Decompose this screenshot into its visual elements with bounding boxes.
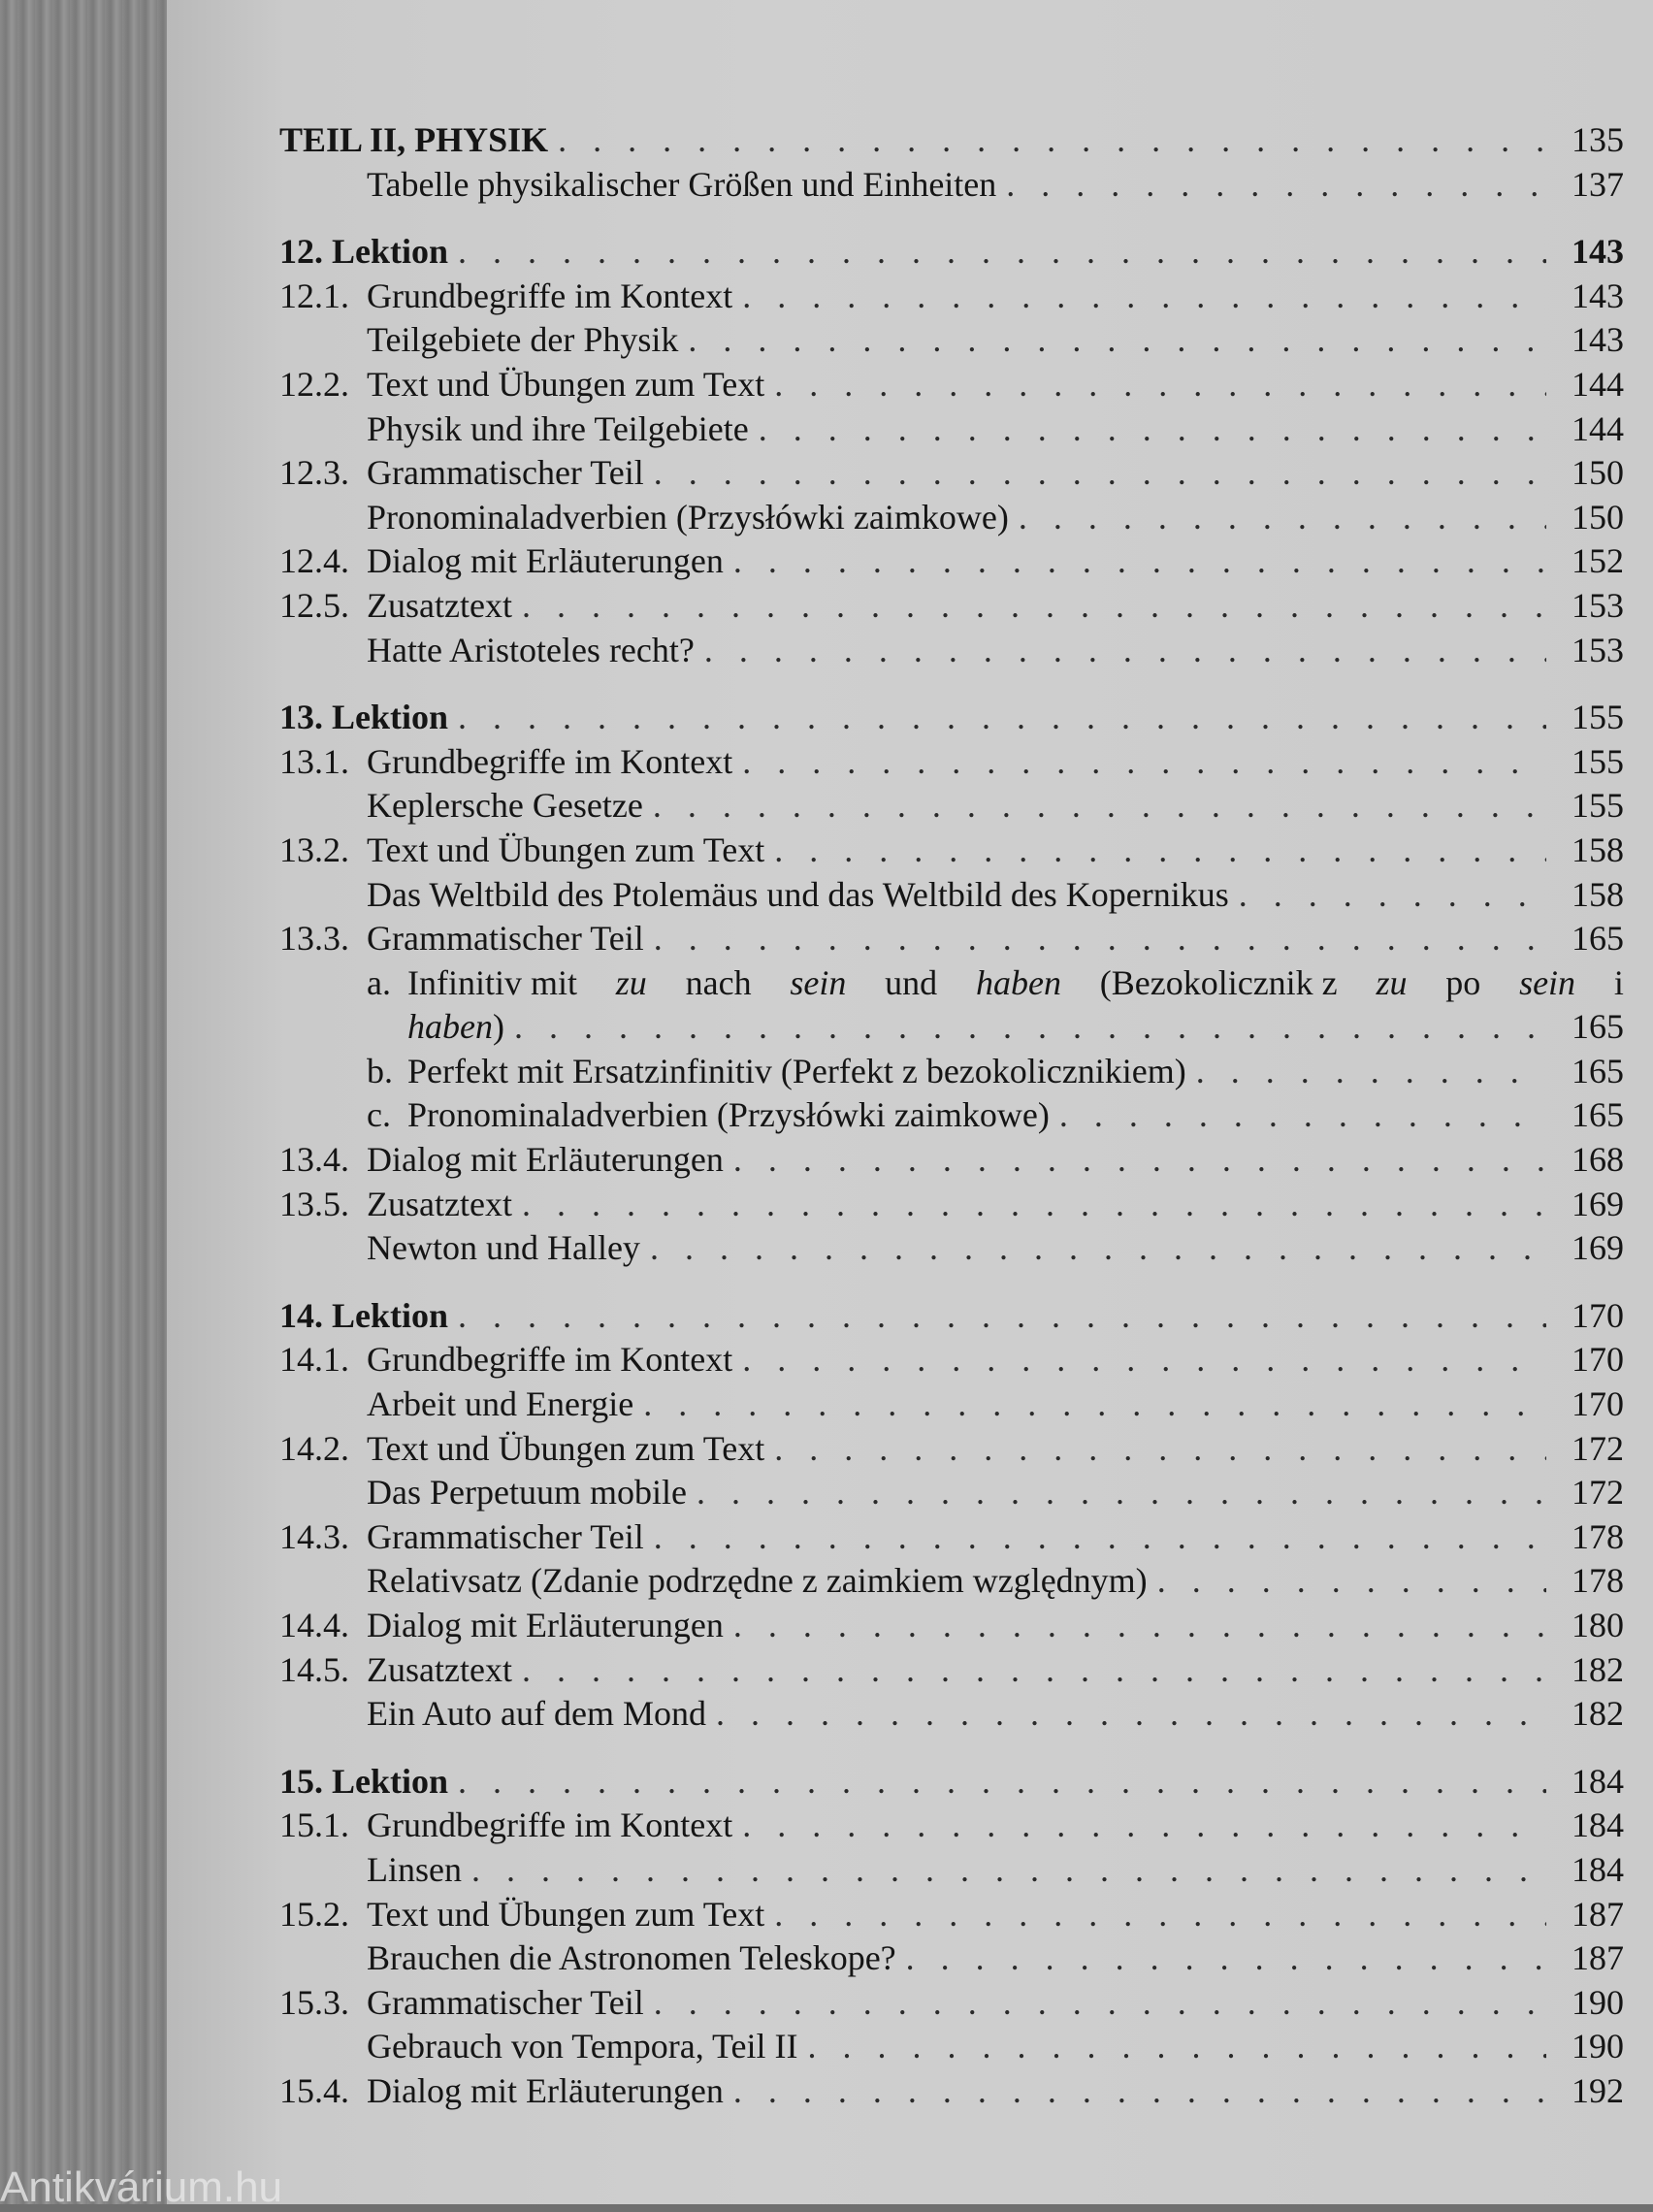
section-number: 14.5. bbox=[279, 1649, 349, 1689]
leader-dots bbox=[1239, 873, 1546, 918]
entry-title: Text und Übungen zum Text bbox=[367, 364, 765, 404]
page-number: 184 bbox=[1572, 1761, 1624, 1801]
entry-title: Grammatischer Teil bbox=[367, 1516, 644, 1556]
entry-title: Grundbegriffe im Kontext bbox=[367, 741, 733, 781]
item-letter: a. bbox=[367, 962, 391, 1002]
leader-dots bbox=[458, 1294, 1546, 1339]
toc-row bbox=[279, 2025, 1624, 2069]
entry-title: Zusatztext bbox=[367, 1184, 512, 1223]
section-number: 12.1. bbox=[279, 276, 349, 315]
leader-dots bbox=[458, 1760, 1546, 1805]
page-number: 184 bbox=[1572, 1805, 1624, 1845]
page-number: 165 bbox=[1572, 919, 1624, 959]
section-number: 14.1. bbox=[279, 1340, 349, 1380]
leader-dots bbox=[1006, 163, 1546, 208]
section-number: 14.2. bbox=[279, 1428, 349, 1468]
page-number: 165 bbox=[1572, 1051, 1624, 1090]
section-number: 12.4. bbox=[279, 541, 349, 581]
section-number: 15.4. bbox=[279, 2070, 349, 2110]
leader-dots bbox=[458, 696, 1546, 740]
entry-title: Grundbegriffe im Kontext bbox=[367, 276, 733, 315]
leader-dots bbox=[733, 2069, 1546, 2114]
leader-dots bbox=[733, 1138, 1546, 1183]
leader-dots bbox=[522, 1183, 1546, 1227]
entry-title: Relativsatz (Zdanie podrzędne z zaimkiem względnym) bbox=[367, 1561, 1148, 1601]
text-run: Perfekt mit Ersatzinfinitiv (Perfekt z bezokolicznikiem) bbox=[407, 1051, 1186, 1090]
item-letter: b. bbox=[367, 1051, 393, 1090]
toc-row bbox=[279, 1692, 1624, 1737]
page-number: 182 bbox=[1572, 1649, 1624, 1689]
table-of-contents bbox=[279, 118, 1624, 2114]
leader-dots bbox=[697, 1471, 1546, 1515]
page-number: 143 bbox=[1572, 232, 1624, 272]
entry-title: Keplersche Gesetze bbox=[367, 786, 643, 826]
page-number: 170 bbox=[1572, 1384, 1624, 1424]
leader-dots bbox=[688, 318, 1546, 363]
page-number: 190 bbox=[1572, 1982, 1624, 2022]
entry-title: Zusatztext bbox=[367, 1649, 512, 1689]
leader-dots bbox=[654, 1515, 1546, 1560]
entry-title: Brauchen die Astronomen Teleskope? bbox=[367, 1938, 896, 1978]
toc-row bbox=[279, 1936, 1624, 1981]
leader-dots bbox=[643, 1382, 1546, 1427]
page-number: 144 bbox=[1572, 408, 1624, 448]
entry-title: Grammatischer Teil bbox=[367, 1982, 644, 2022]
page-number: 137 bbox=[1572, 164, 1624, 204]
page-number: 192 bbox=[1572, 2070, 1624, 2110]
leader-dots bbox=[807, 2025, 1546, 2069]
toc-row bbox=[279, 1138, 1624, 1183]
text-run: ) bbox=[492, 1007, 504, 1047]
leader-dots bbox=[458, 230, 1546, 275]
section-number: 13.5. bbox=[279, 1184, 349, 1223]
toc-row bbox=[279, 275, 1624, 319]
text-run: i bbox=[1613, 962, 1624, 1002]
toc-row bbox=[279, 829, 1624, 873]
page-number: 170 bbox=[1572, 1295, 1624, 1335]
lesson-entries bbox=[279, 1138, 1624, 1271]
entry-title: Tabelle physikalischer Größen und Einheiten bbox=[367, 164, 997, 204]
entry-title: Hatte Aristoteles recht? bbox=[367, 630, 695, 669]
leader-dots bbox=[906, 1936, 1546, 1981]
leader-dots bbox=[774, 1893, 1546, 1937]
toc-row bbox=[279, 363, 1624, 407]
leader-dots bbox=[774, 1427, 1546, 1472]
leader-dots bbox=[742, 1804, 1546, 1848]
entry-title: Arbeit und Energie bbox=[367, 1384, 634, 1424]
section-number: 12.5. bbox=[279, 585, 349, 625]
leader-dots bbox=[650, 1226, 1546, 1271]
toc-row bbox=[279, 2069, 1624, 2114]
page-number: 153 bbox=[1572, 585, 1624, 625]
text-run: und bbox=[885, 962, 938, 1002]
toc-row bbox=[279, 1515, 1624, 1560]
lesson-heading bbox=[279, 696, 1624, 740]
toc-subitem-a-cont bbox=[279, 1005, 1624, 1050]
toc-row bbox=[279, 451, 1624, 496]
page-number: 187 bbox=[1572, 1938, 1624, 1978]
page-number: 182 bbox=[1572, 1694, 1624, 1734]
entry-title: Pronominaladverbien (Przysłówki zaimkowe) bbox=[367, 497, 1009, 537]
entry-title: Zusatztext bbox=[367, 585, 512, 625]
entry-title: Dialog mit Erläuterungen bbox=[367, 541, 724, 581]
entry-title: Linsen bbox=[367, 1849, 462, 1889]
page-number: 143 bbox=[1572, 276, 1624, 315]
page-number: 178 bbox=[1572, 1561, 1624, 1601]
lesson-heading bbox=[279, 230, 1624, 275]
entry-title: Teilgebiete der Physik bbox=[367, 320, 679, 360]
toc-row bbox=[279, 917, 1624, 961]
page-number: 170 bbox=[1572, 1340, 1624, 1380]
page-number: 178 bbox=[1572, 1516, 1624, 1556]
page-number: 135 bbox=[1572, 120, 1624, 159]
section-number: 15.3. bbox=[279, 1982, 349, 2022]
italic-run: zu bbox=[615, 962, 647, 1002]
entry-title: Ein Auto auf dem Mond bbox=[367, 1694, 706, 1734]
page-number: 165 bbox=[1572, 1007, 1624, 1047]
leader-dots bbox=[774, 363, 1546, 407]
lesson-entries bbox=[279, 740, 1624, 961]
entry-title: Gebrauch von Tempora, Teil II bbox=[367, 2027, 798, 2066]
toc-row bbox=[279, 1427, 1624, 1472]
leader-dots bbox=[471, 1848, 1546, 1893]
section-number: 14.4. bbox=[279, 1606, 349, 1644]
toc-row bbox=[279, 163, 1624, 208]
section-number: 12.2. bbox=[279, 364, 349, 404]
page-number: 169 bbox=[1572, 1228, 1624, 1268]
entry-title: Dialog mit Erläuterungen bbox=[367, 1140, 724, 1180]
entry-title-wrapped bbox=[367, 961, 1624, 1006]
entry-title: Text und Übungen zum Text bbox=[367, 830, 765, 869]
lesson-title: 14. Lektion bbox=[279, 1295, 449, 1335]
text-run: (Bezokolicznik z bbox=[1099, 962, 1338, 1002]
page-number: 172 bbox=[1572, 1473, 1624, 1513]
section-number: 12.3. bbox=[279, 453, 349, 493]
entry-title: Das Weltbild des Ptolemäus und das Weltbild des Kopernikus bbox=[367, 874, 1229, 914]
leader-dots bbox=[654, 451, 1546, 496]
page-number: 184 bbox=[1572, 1849, 1624, 1889]
toc-row bbox=[279, 1338, 1624, 1382]
watermark-text: Antikvárium.hu bbox=[0, 2163, 283, 2211]
entry-title: Grundbegriffe im Kontext bbox=[367, 1805, 733, 1845]
toc-row bbox=[279, 407, 1624, 452]
toc-row bbox=[279, 318, 1624, 363]
page-number: 168 bbox=[1572, 1140, 1624, 1180]
toc-row bbox=[279, 784, 1624, 829]
lesson-title: 15. Lektion bbox=[279, 1761, 449, 1801]
lesson-heading bbox=[279, 1760, 1624, 1805]
entry-title: Text und Übungen zum Text bbox=[367, 1428, 765, 1468]
page-number: 155 bbox=[1572, 786, 1624, 826]
section-number: 13.3. bbox=[279, 919, 349, 959]
leader-dots bbox=[1019, 496, 1546, 540]
entry-title: Text und Übungen zum Text bbox=[367, 1894, 765, 1934]
entry-title: Dialog mit Erläuterungen bbox=[367, 1606, 724, 1644]
leader-dots bbox=[742, 1338, 1546, 1382]
toc-row bbox=[279, 1559, 1624, 1604]
page-number: 187 bbox=[1572, 1894, 1624, 1934]
page-number: 169 bbox=[1572, 1184, 1624, 1223]
leader-dots bbox=[654, 917, 1546, 961]
toc-row bbox=[279, 1981, 1624, 2026]
page-number: 172 bbox=[1572, 1428, 1624, 1468]
italic-run: haben bbox=[407, 1007, 493, 1047]
entry-title: Das Perpetuum mobile bbox=[367, 1473, 687, 1513]
leader-dots bbox=[522, 584, 1546, 629]
toc-row bbox=[279, 584, 1624, 629]
entry-title: Grammatischer Teil bbox=[367, 919, 644, 959]
text-run: Pronominaladverbien (Przysłówki zaimkowe) bbox=[407, 1095, 1050, 1135]
text-run: po bbox=[1445, 962, 1481, 1002]
page-number: 152 bbox=[1572, 541, 1624, 581]
section-number: 13.4. bbox=[279, 1140, 349, 1180]
leader-dots bbox=[1059, 1093, 1546, 1138]
toc-row bbox=[279, 1804, 1624, 1848]
page-number: 155 bbox=[1572, 741, 1624, 781]
leader-dots bbox=[774, 829, 1546, 873]
page-number: 190 bbox=[1572, 2027, 1624, 2066]
italic-run: sein bbox=[790, 962, 847, 1002]
entry-title bbox=[367, 1050, 1186, 1094]
page-number: 144 bbox=[1572, 364, 1624, 404]
toc-row bbox=[279, 1848, 1624, 1893]
section-number: 13.2. bbox=[279, 830, 349, 869]
leader-dots bbox=[704, 629, 1546, 673]
leader-dots bbox=[742, 740, 1546, 785]
toc-row bbox=[279, 496, 1624, 540]
toc-subitem-b bbox=[279, 1050, 1624, 1094]
leader-dots bbox=[1157, 1559, 1546, 1604]
toc-row bbox=[279, 1893, 1624, 1937]
italic-run: haben bbox=[975, 962, 1061, 1002]
entry-title: Newton und Halley bbox=[367, 1228, 640, 1268]
toc-row bbox=[279, 1183, 1624, 1227]
toc-row bbox=[279, 873, 1624, 918]
entry-title: Grundbegriffe im Kontext bbox=[367, 1340, 733, 1380]
italic-run: zu bbox=[1376, 962, 1408, 1002]
toc-row bbox=[279, 629, 1624, 673]
leader-dots bbox=[558, 118, 1546, 163]
lesson-title: 13. Lektion bbox=[279, 698, 449, 737]
lesson-entries bbox=[279, 1338, 1624, 1736]
lesson-entries bbox=[279, 275, 1624, 672]
page-number: 150 bbox=[1572, 453, 1624, 493]
toc-row bbox=[279, 1648, 1624, 1693]
leader-dots bbox=[653, 784, 1546, 829]
page-number: 158 bbox=[1572, 874, 1624, 914]
section-number: 15.1. bbox=[279, 1805, 349, 1845]
section-number: 15.2. bbox=[279, 1894, 349, 1934]
toc-row bbox=[279, 1382, 1624, 1427]
toc-row bbox=[279, 1604, 1624, 1648]
page-number: 180 bbox=[1572, 1606, 1624, 1644]
italic-run: sein bbox=[1519, 962, 1576, 1002]
toc-row bbox=[279, 740, 1624, 785]
entry-title: Dialog mit Erläuterungen bbox=[367, 2070, 724, 2110]
page-number: 165 bbox=[1572, 1095, 1624, 1135]
toc-row bbox=[279, 1226, 1624, 1271]
toc-subitem-a bbox=[279, 961, 1624, 1006]
text-run: Infinitiv mit bbox=[407, 962, 577, 1002]
leader-dots bbox=[716, 1692, 1546, 1737]
page-number: 158 bbox=[1572, 830, 1624, 869]
lesson-entries bbox=[279, 1804, 1624, 2113]
leader-dots bbox=[522, 1648, 1546, 1693]
page-number: 153 bbox=[1572, 630, 1624, 669]
section-number: 13.1. bbox=[279, 741, 349, 781]
book-spine-shadow bbox=[0, 0, 173, 2204]
toc-row bbox=[279, 1471, 1624, 1515]
text-run: nach bbox=[685, 962, 752, 1002]
item-letter: c. bbox=[367, 1095, 391, 1135]
leader-dots bbox=[742, 275, 1546, 319]
entry-title bbox=[367, 1093, 1050, 1138]
toc-row bbox=[279, 539, 1624, 584]
leader-dots bbox=[733, 1604, 1546, 1648]
entry-title: Physik und ihre Teilgebiete bbox=[367, 408, 749, 448]
toc-subitem-c bbox=[279, 1093, 1624, 1138]
page-number: 150 bbox=[1572, 497, 1624, 537]
leader-dots bbox=[514, 1005, 1546, 1050]
entry-title: Grammatischer Teil bbox=[367, 453, 644, 493]
lesson-title: 12. Lektion bbox=[279, 232, 449, 272]
leader-dots bbox=[1196, 1050, 1546, 1094]
section-number: 14.3. bbox=[279, 1516, 349, 1556]
leader-dots bbox=[759, 407, 1546, 452]
lesson-heading bbox=[279, 1294, 1624, 1339]
part-title: TEIL II, PHYSIK bbox=[279, 120, 549, 159]
entry-title bbox=[407, 1005, 504, 1050]
toc-part-heading bbox=[279, 118, 1624, 163]
page-number: 143 bbox=[1572, 320, 1624, 360]
leader-dots bbox=[733, 539, 1546, 584]
page-number: 155 bbox=[1572, 698, 1624, 737]
leader-dots bbox=[654, 1981, 1546, 2026]
